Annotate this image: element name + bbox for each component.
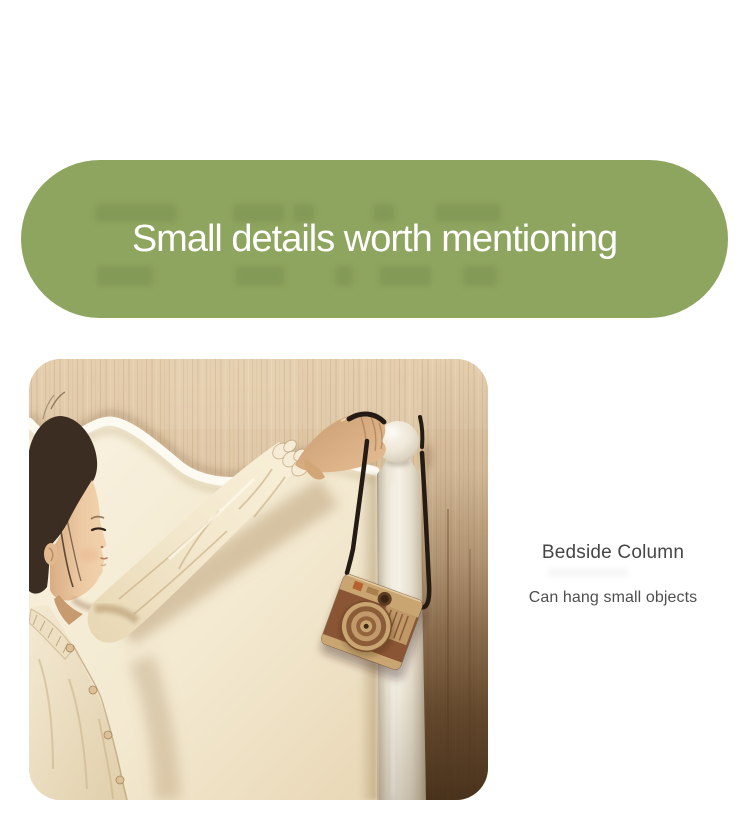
- covered-text-remnant: [463, 266, 497, 286]
- section-banner: [21, 160, 728, 318]
- feature-title: Bedside Column: [541, 542, 685, 563]
- covered-text-remnant: [548, 568, 628, 577]
- covered-text-remnant: [379, 266, 431, 286]
- product-photo: [29, 359, 488, 800]
- covered-text-remnant: [335, 266, 353, 286]
- covered-text-remnant: [235, 266, 285, 286]
- child-mouth: [101, 558, 107, 559]
- product-photo-illustration: [29, 359, 488, 800]
- dark-wood-panel: [421, 359, 488, 800]
- covered-text-remnant: [97, 266, 153, 286]
- child-ear: [44, 543, 58, 565]
- banner-title: Small details worth mentioning: [131, 217, 618, 260]
- feature-subtitle: Can hang small objects: [528, 589, 698, 606]
